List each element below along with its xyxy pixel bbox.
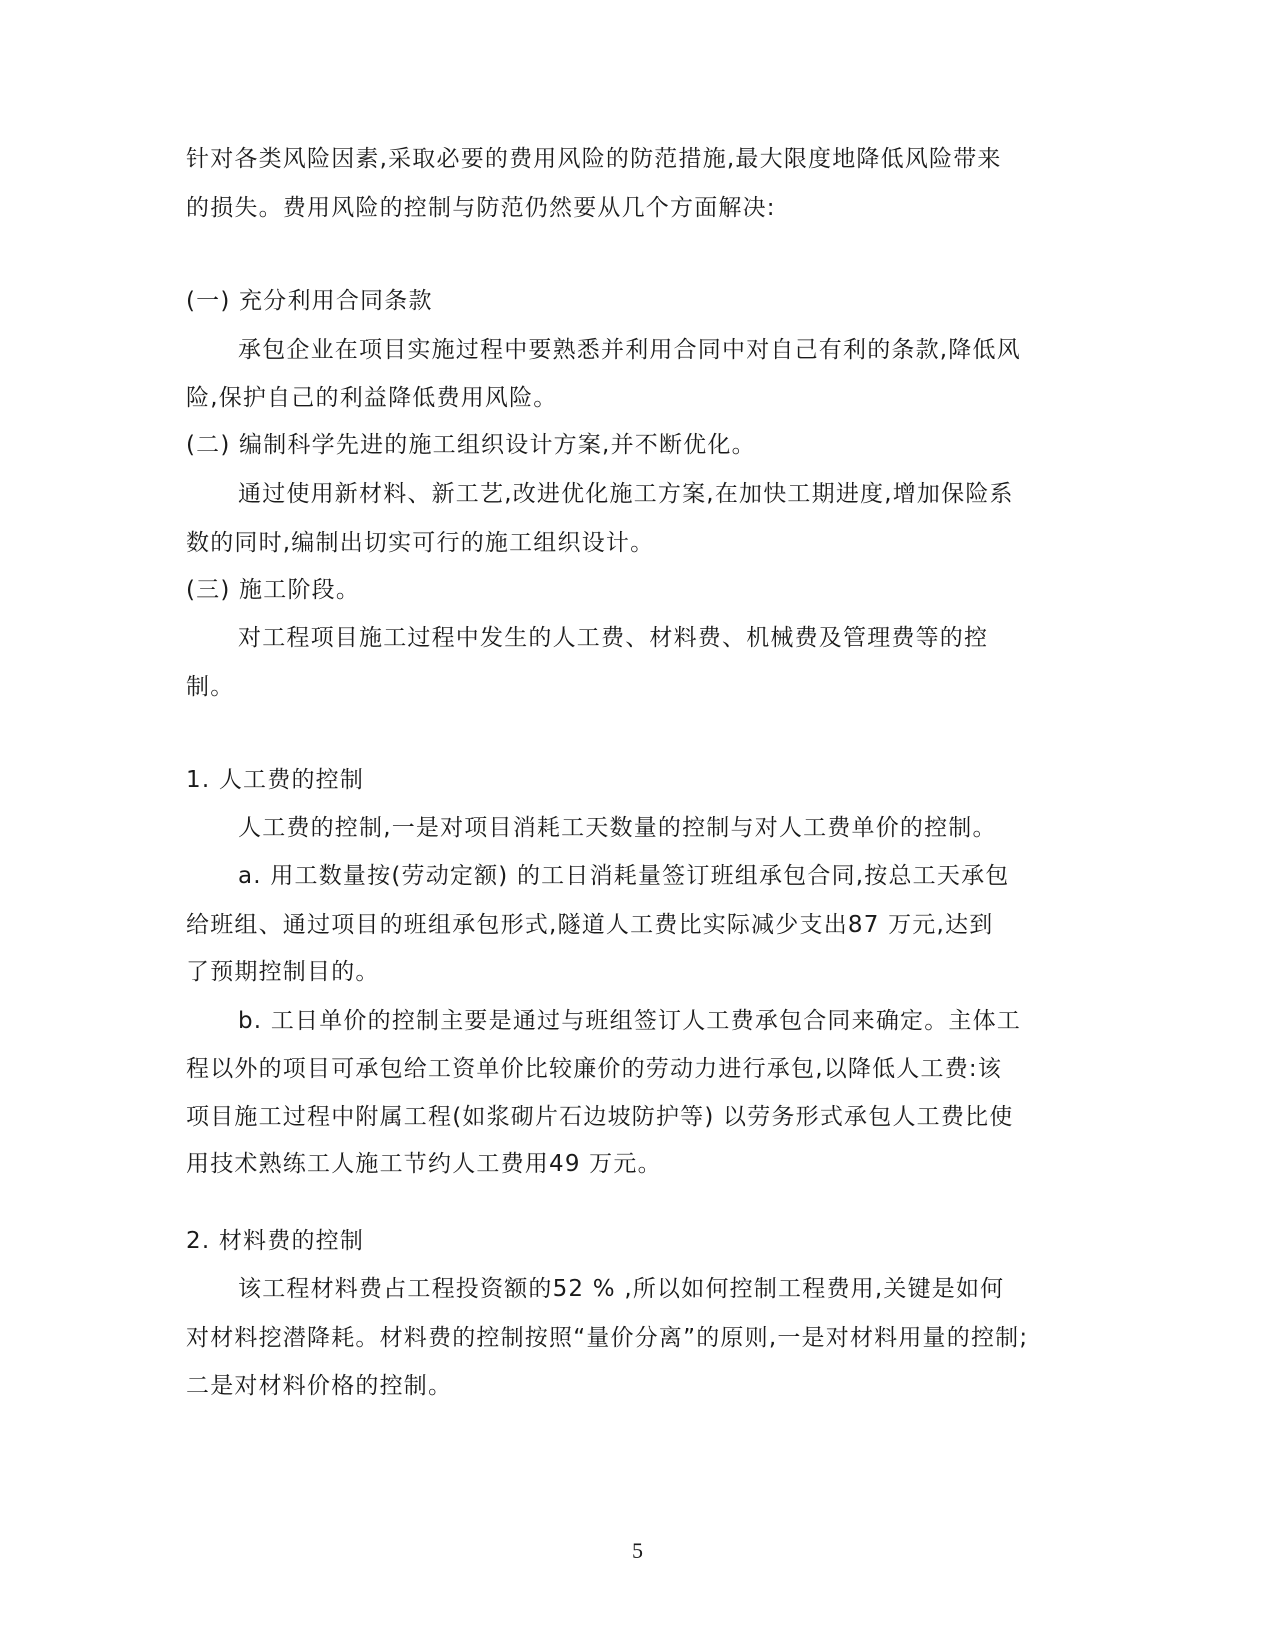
paragraph-line: 数的同时,编制出切实可行的施工组织设计。 — [186, 530, 655, 556]
paragraph-line: 的损失。费用风险的控制与防范仍然要从几个方面解决: — [186, 195, 776, 221]
paragraph-line: 人工费的控制,一是对项目消耗工天数量的控制与对人工费单价的控制。 — [238, 815, 997, 841]
paragraph-line: 对工程项目施工过程中发生的人工费、材料费、机械费及管理费等的控 — [238, 625, 989, 651]
paragraph-line: 了预期控制目的。 — [186, 959, 380, 985]
paragraph-line: 对材料挖潜降耗。材料费的控制按照“量价分离”的原则,一是对材料用量的控制; — [186, 1325, 1029, 1351]
paragraph-line: 险,保护自己的利益降低费用风险。 — [186, 385, 558, 411]
paragraph-line: 该工程材料费占工程投资额的52 % ,所以如何控制工程费用,关键是如何 — [238, 1276, 1005, 1302]
paragraph-line: 针对各类风险因素,采取必要的费用风险的防范措施,最大限度地降低风险带来 — [186, 146, 1002, 172]
paragraph-line: 给班组、通过项目的班组承包形式,隧道人工费比实际减少支出87 万元,达到 — [186, 912, 994, 938]
paragraph-line: 制。 — [186, 674, 235, 700]
section-heading: (一) 充分利用合同条款 — [186, 288, 433, 314]
paragraph-line: 用技术熟练工人施工节约人工费用49 万元。 — [186, 1151, 662, 1177]
paragraph-line: 二是对材料价格的控制。 — [186, 1373, 453, 1399]
paragraph-line: 项目施工过程中附属工程(如浆砌片石边坡防护等) 以劳务形式承包人工费比使 — [186, 1104, 1014, 1130]
paragraph-line: 通过使用新材料、新工艺,改进优化施工方案,在加快工期进度,增加保险系 — [238, 481, 1014, 507]
paragraph-line: b. 工日单价的控制主要是通过与班组签订人工费承包合同来确定。主体工 — [238, 1008, 1022, 1034]
subsection-heading: 2. 材料费的控制 — [186, 1228, 365, 1254]
subsection-heading: 1. 人工费的控制 — [186, 767, 365, 793]
paragraph-line: a. 用工数量按(劳动定额) 的工日消耗量签订班组承包合同,按总工天承包 — [238, 863, 1010, 889]
section-heading: (三) 施工阶段。 — [186, 577, 361, 603]
section-heading: (二) 编制科学先进的施工组织设计方案,并不断优化。 — [186, 432, 756, 458]
paragraph-line: 承包企业在项目实施过程中要熟悉并利用合同中对自己有利的条款,降低风 — [238, 337, 1021, 363]
paragraph-line: 程以外的项目可承包给工资单价比较廉价的劳动力进行承包,以降低人工费:该 — [186, 1056, 1003, 1082]
page-number: 5 — [632, 1538, 643, 1563]
